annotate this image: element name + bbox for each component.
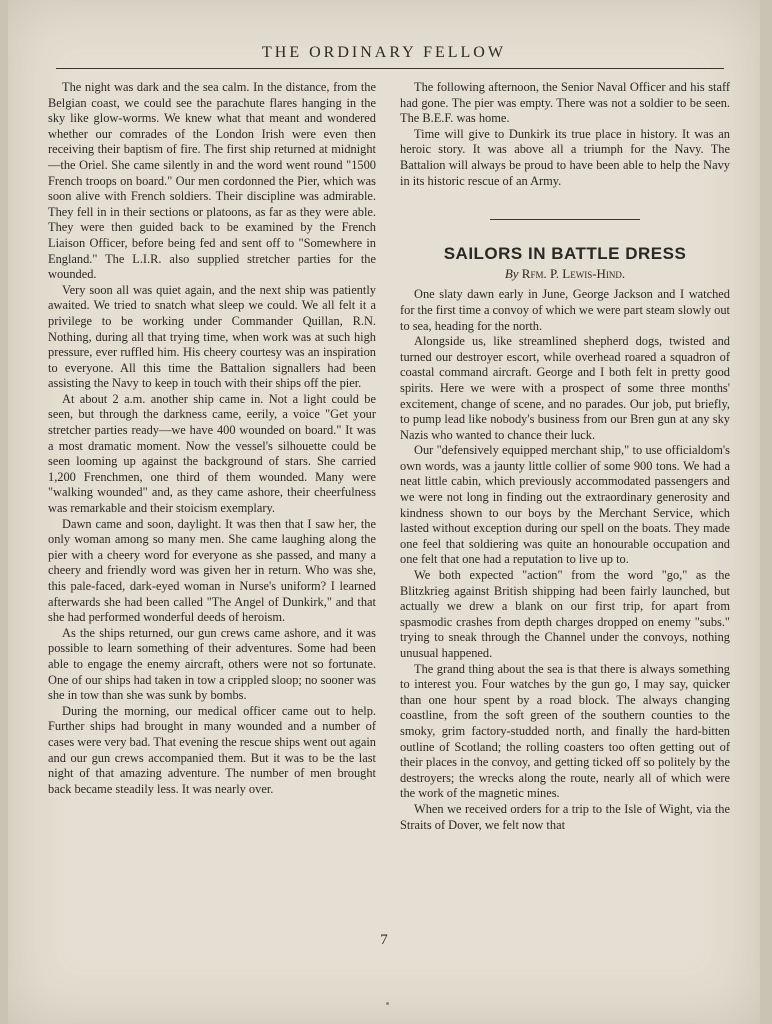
paragraph: Very soon all was quiet again, and the next ship was patiently awaited. We tried to snatch what sleep we could. We all felt it a privilege to be working under Commander Quillan, R.N. Nothing, during all that trying time, when work was at such high pressure, ever ruffled him. His cheery courtesy was an inspiration to everyone. All this time the Battalion signallers had been assisting the Navy to keep in touch with their ships off the pier.	[48, 282, 376, 391]
page-number: 7	[380, 932, 388, 948]
running-title: THE ORDINARY FELLOW	[262, 44, 506, 61]
paragraph: At about 2 a.m. another ship came in. Not a light could be seen, but through the darkness came, eerily, a voice "Get your stretcher parties ready—we have 400 wounded on board." It was a most dramatic moment. Now the vessel's silhouette could be seen looming up against the background of stars. She carried 1,200 Frenchmen, one third of them wounded. Many were "walking wounded" and, as they came ashore, their cheerfulness was remarkable and their stoicism exemplary.	[48, 391, 376, 516]
paragraph: Time will give to Dunkirk its true place in history. It was an heroic story. It was above all a triumph for the Navy. The Battalion will always be proud to have been able to help the Navy in its historic rescue of an Army.	[400, 126, 730, 188]
paragraph: One slaty dawn early in June, George Jackson and I watched for the first time a convoy of which we were part steam slowly out to sea, heading for the north.	[400, 287, 730, 333]
byline-author: Rfm. P. Lewis-Hind.	[521, 265, 626, 281]
paragraph: As the ships returned, our gun crews came ashore, and it was possible to learn something of their adventures. Some had been able to engage the enemy aircraft, others were not so fortunate. One of our ships had taken in tow a crippled sloop; no sooner was she in tow than she was sunk by bombs.	[48, 625, 376, 703]
right-column	[400, 80, 730, 833]
byline-prefix: By	[504, 265, 519, 281]
header-rule	[56, 68, 724, 69]
paragraph: Dawn came and soon, daylight. It was then that I saw her, the only woman among so many men. She came laughing along the pier with a cheery word for everyone as she passed, and many a cheery and friendly word was given her in return. Who was she, this pale-faced, dark-eyed woman in Nurse's uniform? I learned afterwards she had been called "The Angel of Dunkirk," and that she had performed wonderful deeds of heroism.	[48, 516, 376, 625]
paragraph: We both expected "action" from the word "go," as the Blitzkrieg against British shipping had been fairly launched, but actually we drew a blank on our first trip, for apart from spasmodic crashes from depth charges dropped on enemy "subs." trying to sneak through the Channel under the convoys, nothing unusual happened.	[400, 568, 730, 660]
paragraph: The following afternoon, the Senior Naval Officer and his staff had gone. The pier was empty. There was not a soldier to be seen. The B.E.F. was home.	[400, 80, 730, 126]
paragraph: Our "defensively equipped merchant ship," to use officialdom's own words, was a jaunty little collier of some 900 tons. We had a neat little cabin, which previously accommodated passengers and we were not long in finding out the extraordinary generosity and kindness shown to our boys by the Merchant Service, which lasted without exception during our spell on the boats. They made one feel that soldiering was quite an honourable occupation and one felt that one had a reputation to live up to.	[400, 443, 730, 567]
magazine-page	[8, 0, 760, 1024]
paragraph: The grand thing about the sea is that there is always something to interest you. Four watches by the gun go, I may say, quicker than one hour spent by a road block. The always changing coastline, from the soft green of the southern counties to the smoky, grim factory-studded north, and finally the hard-bitten outline of Scotland; the rolling coasters too often getting out of their places in the convoy, and getting ticked off so politely by the destroyers; the wrecks along the route, nearly all of which were the work of the magnetic mines.	[400, 661, 730, 801]
paragraph: The night was dark and the sea calm. In the distance, from the Belgian coast, we could see the parachute flares hanging in the sky like glow-worms. We knew what that meant and wondered whether our comrades of the London Irish were even then receiving their baptism of fire. The first ship returned at midnight—the Oriel. She came silently in and the word went round "1500 French troops on board." Our men cordonned the Pier, which was soon alive with French soldiers. Their discipline was admirable. They fell in in their sections or platoons, as far as they were able. They were then guided back to be examined by the French Liaison Officer, before being fed and sent off to "Somewhere in England." The L.I.R. also supplied stretcher parties for the wounded.	[48, 80, 376, 282]
paragraph: During the morning, our medical officer came out to help. Further ships had brought in many wounded and a number of cases were very bad. That evening the rescue ships went out again and our gun crews accompanied them. But it was to be the last night of that amazing adventure. The number of men brought back became steadily less. It was nearly over.	[48, 703, 377, 796]
paragraph: Alongside us, like streamlined shepherd dogs, twisted and turned our destroyer escort, while overhead roared a squadron of coastal command aircraft. George and I both felt in pretty good spirits. Here we were with a prospect of some three months' excitement, change of scene, and no parades. Our job, put briefly, to pump lead like nobody's business from our Bren gun at any sky Nazis who wanted to chance their luck.	[400, 334, 730, 442]
section-divider	[490, 219, 640, 220]
left-column	[48, 80, 376, 797]
article-title: SAILORS IN BATTLE DRESS	[443, 244, 687, 264]
paragraph: When we received orders for a trip to the Isle of Wight, via the Straits of Dover, we felt now that	[400, 801, 730, 832]
paper-speck	[386, 1002, 389, 1005]
byline	[400, 266, 730, 282]
